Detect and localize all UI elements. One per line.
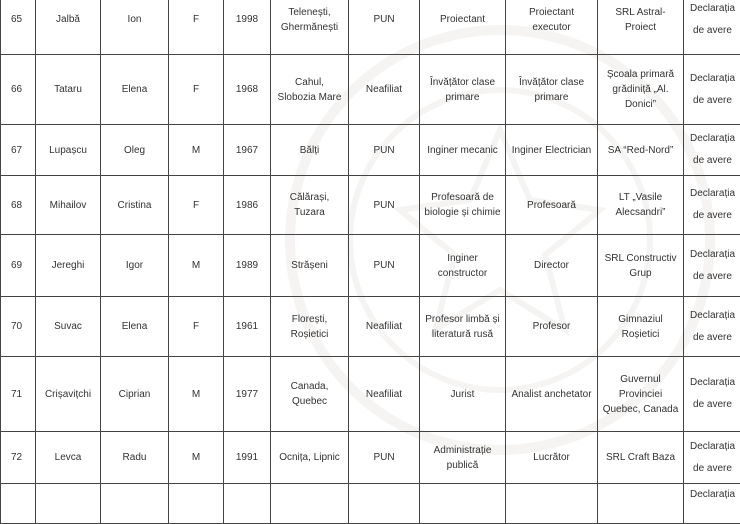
locality: Bălți — [271, 125, 349, 176]
profession: Inginer constructor — [420, 235, 506, 297]
party: PUN — [349, 235, 420, 297]
row-number: 66 — [1, 55, 36, 125]
position: Profesor — [506, 297, 598, 357]
birth-year: 1991 — [224, 432, 271, 484]
profession: Profesor limbă și literatură rusă — [420, 297, 506, 357]
asset-declaration-link[interactable]: Declarația de avere — [684, 235, 740, 297]
position: Director — [506, 235, 598, 297]
gender: M — [169, 357, 224, 432]
row-number: 72 — [1, 432, 36, 484]
position: Profesoară — [506, 176, 598, 235]
position: Proiectant executor — [506, 0, 598, 55]
first-name: Ion — [101, 0, 169, 55]
first-name: Elena — [101, 297, 169, 357]
birth-year: 1989 — [224, 235, 271, 297]
birth-year: 1998 — [224, 0, 271, 55]
last-name: Suvac — [36, 297, 101, 357]
position: Inginer Electrician — [506, 125, 598, 176]
workplace: Guvernul Provinciei Quebec, Canada — [598, 357, 684, 432]
table-row — [1, 125, 740, 176]
party: Neafiliat — [349, 357, 420, 432]
row-number: 65 — [1, 0, 36, 55]
row-number — [1, 484, 36, 524]
last-name — [36, 484, 101, 524]
birth-year: 1961 — [224, 297, 271, 357]
workplace: Gimnaziul Roșietici — [598, 297, 684, 357]
locality: Telenești, Ghermănești — [271, 0, 349, 55]
last-name: Crișavițchi — [36, 357, 101, 432]
gender: M — [169, 432, 224, 484]
party: PUN — [349, 125, 420, 176]
profession: Jurist — [420, 357, 506, 432]
workplace: SRL Astral-Proiect — [598, 0, 684, 55]
table-row — [1, 176, 740, 235]
table-row — [1, 484, 740, 524]
party: PUN — [349, 176, 420, 235]
birth-year: 1986 — [224, 176, 271, 235]
position: Învățător clase primare — [506, 55, 598, 125]
table-row — [1, 432, 740, 484]
party: PUN — [349, 432, 420, 484]
locality: Florești, Roșietici — [271, 297, 349, 357]
profession: Administrație publică — [420, 432, 506, 484]
profession — [420, 484, 506, 524]
gender: F — [169, 176, 224, 235]
row-number: 70 — [1, 297, 36, 357]
locality: Strășeni — [271, 235, 349, 297]
workplace: SRL Craft Baza — [598, 432, 684, 484]
asset-declaration-link[interactable]: Declarația de avere — [684, 0, 740, 55]
row-number: 68 — [1, 176, 36, 235]
profession: Inginer mecanic — [420, 125, 506, 176]
position: Analist anchetator — [506, 357, 598, 432]
party: Neafiliat — [349, 297, 420, 357]
table-row — [1, 0, 740, 55]
birth-year — [224, 484, 271, 524]
first-name — [101, 484, 169, 524]
first-name: Ciprian — [101, 357, 169, 432]
row-number: 69 — [1, 235, 36, 297]
locality: Călărași, Tuzara — [271, 176, 349, 235]
asset-declaration-link[interactable]: Declarația de avere — [684, 125, 740, 176]
first-name: Elena — [101, 55, 169, 125]
table-row — [1, 235, 740, 297]
locality: Cahul, Slobozia Mare — [271, 55, 349, 125]
table-row — [1, 357, 740, 432]
birth-year: 1968 — [224, 55, 271, 125]
first-name: Cristina — [101, 176, 169, 235]
workplace — [598, 484, 684, 524]
gender — [169, 484, 224, 524]
party: PUN — [349, 0, 420, 55]
gender: M — [169, 125, 224, 176]
position: Lucrător — [506, 432, 598, 484]
profession: Proiectant — [420, 0, 506, 55]
asset-declaration-link[interactable]: Declarația de avere — [684, 432, 740, 484]
row-number: 67 — [1, 125, 36, 176]
last-name: Lupașcu — [36, 125, 101, 176]
workplace: LT „Vasile Alecsandri” — [598, 176, 684, 235]
gender: F — [169, 55, 224, 125]
workplace: SA “Red-Nord” — [598, 125, 684, 176]
gender: M — [169, 235, 224, 297]
locality: Ocnița, Lipnic — [271, 432, 349, 484]
last-name: Jalbă — [36, 0, 101, 55]
last-name: Levca — [36, 432, 101, 484]
position — [506, 484, 598, 524]
last-name: Jereghi — [36, 235, 101, 297]
birth-year: 1977 — [224, 357, 271, 432]
first-name: Radu — [101, 432, 169, 484]
asset-declaration-link[interactable]: Declarația — [684, 484, 740, 524]
workplace: Școala primară grădiniță „Al. Donici” — [598, 55, 684, 125]
workplace: SRL Constructiv Grup — [598, 235, 684, 297]
asset-declaration-link[interactable]: Declarația de avere — [684, 297, 740, 357]
party — [349, 484, 420, 524]
row-number: 71 — [1, 357, 36, 432]
asset-declaration-link[interactable]: Declarația de avere — [684, 176, 740, 235]
profession: Profesoară de biologie și chimie — [420, 176, 506, 235]
asset-declaration-link[interactable]: Declarația de avere — [684, 357, 740, 432]
first-name: Oleg — [101, 125, 169, 176]
party: Neafiliat — [349, 55, 420, 125]
last-name: Tataru — [36, 55, 101, 125]
first-name: Igor — [101, 235, 169, 297]
profession: Învățător clase primare — [420, 55, 506, 125]
last-name: Mihailov — [36, 176, 101, 235]
gender: F — [169, 0, 224, 55]
locality: Canada, Quebec — [271, 357, 349, 432]
asset-declaration-link[interactable]: Declarația de avere — [684, 55, 740, 125]
gender: F — [169, 297, 224, 357]
table-row — [1, 297, 740, 357]
table-row — [1, 55, 740, 125]
birth-year: 1967 — [224, 125, 271, 176]
locality — [271, 484, 349, 524]
